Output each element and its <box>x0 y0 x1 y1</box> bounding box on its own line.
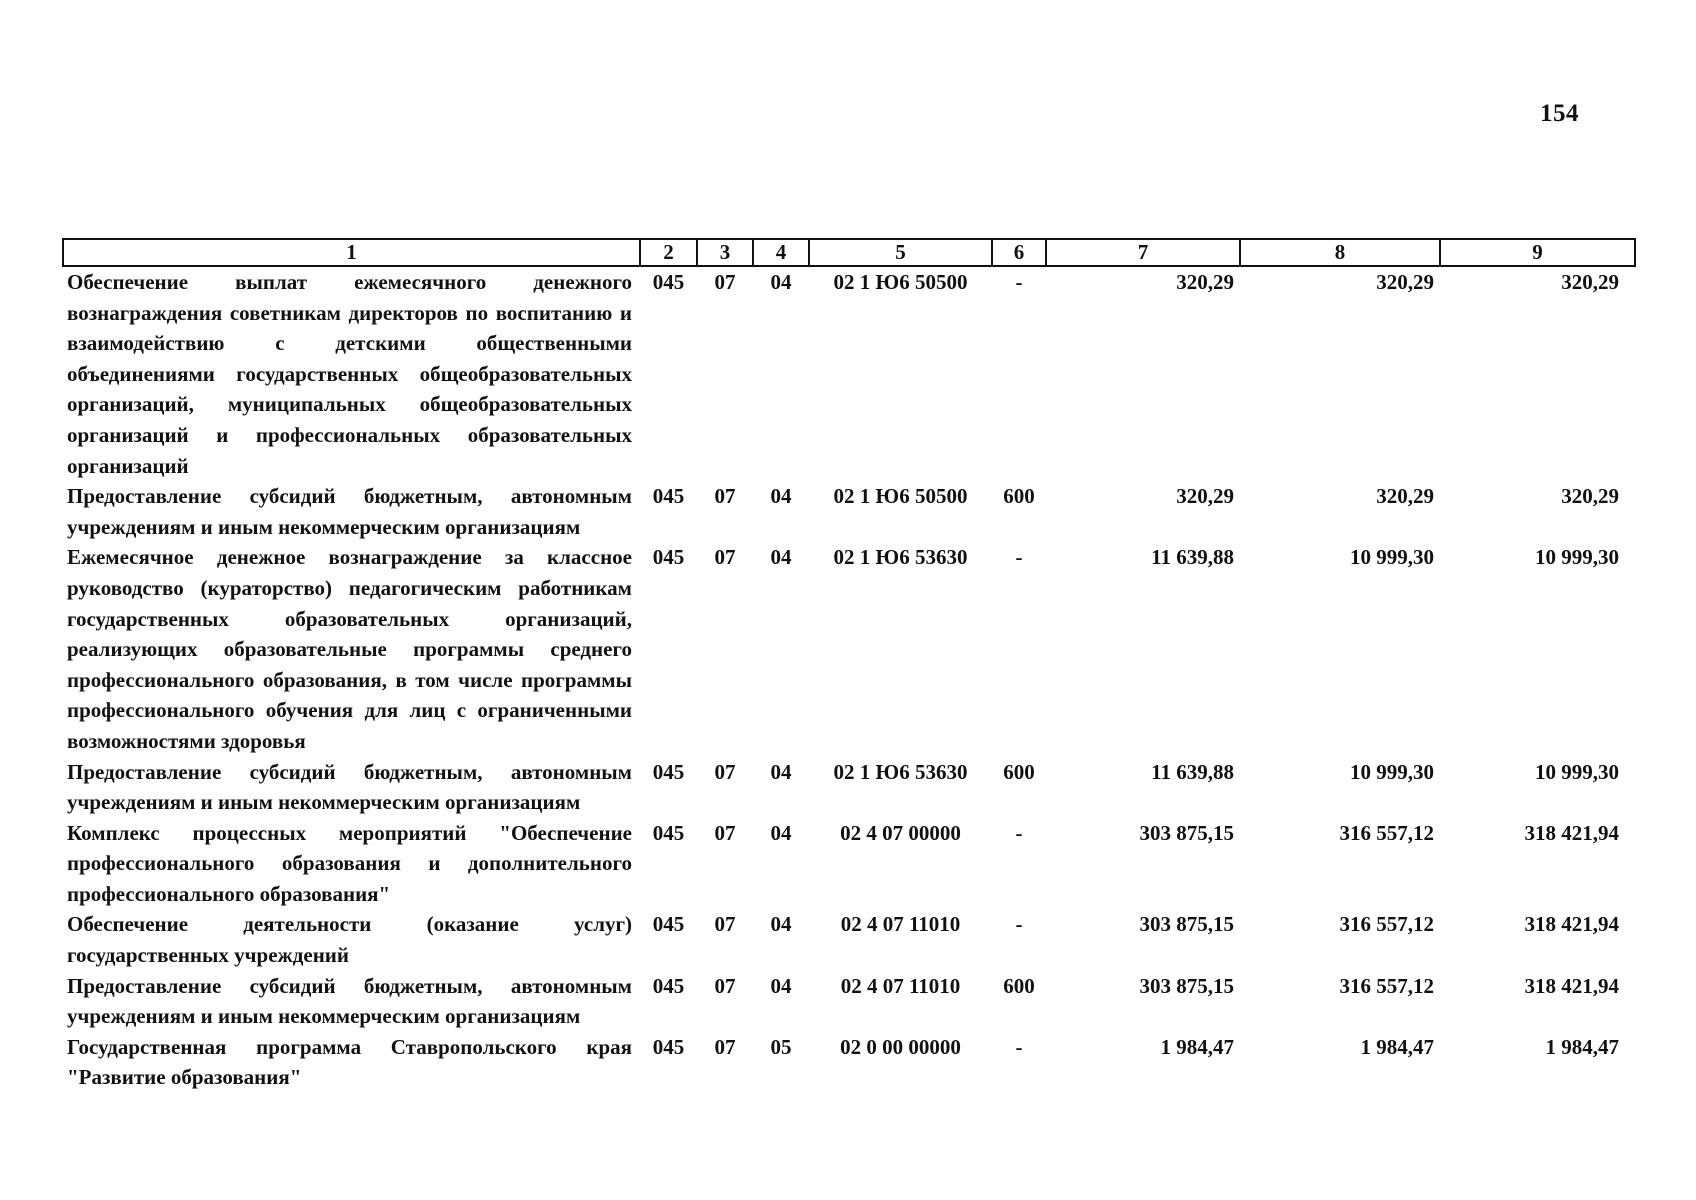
row-section-code: 07 <box>714 545 736 570</box>
row-amount-col7: 303 875,15 <box>1139 912 1234 937</box>
row-expense-type: - <box>1015 270 1023 294</box>
table-row <box>63 481 1635 542</box>
row-name: Обеспечение деятельности (оказание услуг) государственных учреждений <box>67 912 632 968</box>
header-col-6: 6 <box>992 239 1046 266</box>
row-amount-col9: 1 984,47 <box>1545 1034 1619 1059</box>
row-ministry-code: 045 <box>652 1034 685 1059</box>
row-ministry-code: 045 <box>652 820 685 845</box>
row-expense-type: - <box>1015 912 1023 937</box>
row-name: Комплекс процессных мероприятий "Обеспечение профессионального образования и дополнительного профессионального образования" <box>67 820 632 906</box>
row-amount-col8: 320,29 <box>1376 270 1434 294</box>
table-row <box>63 757 1635 818</box>
row-amount-col8: 316 557,12 <box>1339 912 1434 937</box>
row-amount-col9: 10 999,30 <box>1535 759 1619 784</box>
header-col-7: 7 <box>1046 239 1240 266</box>
row-name: Ежемесячное денежное вознаграждение за классное руководство (кураторство) педагогическим работникам государственных образовательных организаций, реализующих образовательные программы среднего профессионального образования, в том числе программы профессионального обучения для лиц с ограниченными возможностями здоровья <box>67 545 632 753</box>
row-ministry-code: 045 <box>652 912 685 937</box>
row-expense-type: 600 <box>1003 759 1035 784</box>
row-amount-col8: 316 557,12 <box>1339 973 1434 998</box>
row-subsection-code: 04 <box>770 912 792 937</box>
row-expense-type: 600 <box>1003 484 1035 509</box>
row-amount-col7: 11 639,88 <box>1151 759 1234 784</box>
row-amount-col9: 10 999,30 <box>1535 545 1619 570</box>
row-subsection-code: 04 <box>770 545 792 570</box>
row-expense-type: - <box>1015 1034 1023 1059</box>
row-subsection-code: 04 <box>770 484 792 509</box>
row-section-code: 07 <box>714 1034 736 1059</box>
header-row <box>63 239 1635 266</box>
row-amount-col7: 11 639,88 <box>1151 545 1234 570</box>
row-amount-col9: 320,29 <box>1561 484 1619 509</box>
row-section-code: 07 <box>714 484 736 509</box>
row-expense-type: - <box>1015 545 1023 570</box>
row-subsection-code: 05 <box>770 1034 792 1059</box>
header-col-3: 3 <box>697 239 753 266</box>
table-row <box>63 909 1635 970</box>
row-name: Предоставление субсидий бюджетным, автономным учреждениям и иным некоммерческим организациям <box>67 484 632 539</box>
row-section-code: 07 <box>714 973 736 998</box>
row-amount-col7: 320,29 <box>1176 270 1234 294</box>
row-amount-col8: 10 999,30 <box>1350 759 1434 784</box>
header-col-1: 1 <box>63 239 640 266</box>
row-name: Предоставление субсидий бюджетным, автономным учреждениям и иным некоммерческим организациям <box>67 759 632 815</box>
row-target-article: 02 4 07 00000 <box>840 820 961 845</box>
row-amount-col8: 10 999,30 <box>1350 545 1434 570</box>
row-target-article: 02 1 Ю6 50500 <box>833 270 968 294</box>
table-row <box>63 266 1635 481</box>
row-ministry-code: 045 <box>652 484 685 509</box>
row-section-code: 07 <box>714 759 736 784</box>
row-target-article: 02 1 Ю6 50500 <box>833 484 968 509</box>
header-col-4: 4 <box>753 239 809 266</box>
row-section-code: 07 <box>714 912 736 937</box>
row-ministry-code: 045 <box>652 270 685 294</box>
row-ministry-code: 045 <box>652 545 685 570</box>
row-target-article: 02 1 Ю6 53630 <box>833 759 968 784</box>
row-name: Государственная программа Ставропольского края "Развитие образования" <box>67 1034 632 1090</box>
row-amount-col7: 303 875,15 <box>1139 973 1234 998</box>
header-col-5: 5 <box>809 239 992 266</box>
table-row <box>63 818 1635 910</box>
row-name: Обеспечение выплат ежемесячного денежного вознаграждения советникам директоров по воспитанию и взаимодействию с детскими общественными объединениями государственных общеобразовательных организаций, муниципальных общеобразовательных организаций и профессиональных образовательных организаций <box>67 270 632 478</box>
row-ministry-code: 045 <box>652 759 685 784</box>
header-col-8: 8 <box>1240 239 1440 266</box>
row-amount-col8: 1 984,47 <box>1360 1034 1434 1059</box>
row-amount-col8: 320,29 <box>1376 484 1434 509</box>
row-section-code: 07 <box>714 270 736 294</box>
page-number: 154 <box>1540 100 1579 127</box>
row-amount-col7: 303 875,15 <box>1139 820 1234 845</box>
row-target-article: 02 4 07 11010 <box>840 973 961 998</box>
budget-table <box>62 238 1636 1093</box>
row-amount-col9: 318 421,94 <box>1524 912 1619 937</box>
row-name: Предоставление субсидий бюджетным, автономным учреждениям и иным некоммерческим организациям <box>67 973 632 1029</box>
table-row <box>63 542 1635 756</box>
table-row <box>63 1032 1635 1093</box>
row-amount-col9: 320,29 <box>1561 270 1619 294</box>
row-amount-col9: 318 421,94 <box>1524 973 1619 998</box>
table-row <box>63 971 1635 1032</box>
header-col-9: 9 <box>1440 239 1635 266</box>
row-subsection-code: 04 <box>770 973 792 998</box>
row-amount-col7: 1 984,47 <box>1160 1034 1234 1059</box>
row-target-article: 02 4 07 11010 <box>840 912 961 937</box>
row-subsection-code: 04 <box>770 270 792 294</box>
row-target-article: 02 1 Ю6 53630 <box>833 545 968 570</box>
row-subsection-code: 04 <box>770 820 792 845</box>
header-col-2: 2 <box>640 239 697 266</box>
row-section-code: 07 <box>714 820 736 845</box>
row-target-article: 02 0 00 00000 <box>840 1034 961 1059</box>
row-expense-type: - <box>1015 820 1023 845</box>
row-expense-type: 600 <box>1003 973 1035 998</box>
row-amount-col8: 316 557,12 <box>1339 820 1434 845</box>
row-subsection-code: 04 <box>770 759 792 784</box>
row-amount-col9: 318 421,94 <box>1524 820 1619 845</box>
row-ministry-code: 045 <box>652 973 685 998</box>
row-amount-col7: 320,29 <box>1176 484 1234 509</box>
